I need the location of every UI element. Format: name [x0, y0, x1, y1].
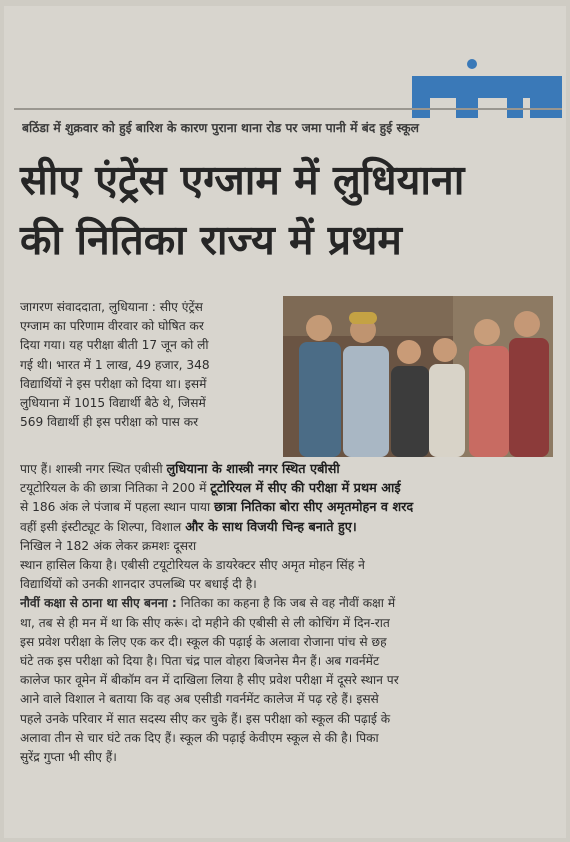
text-line: गई थी। भारत में 1 लाख, 49 हजार, 348: [20, 357, 210, 372]
article-left-column: [20, 298, 278, 432]
text-line: विद्यार्थियों ने इस परीक्षा को दिया था। इसमें: [20, 376, 207, 391]
text-line: जागरण संवाददाता, लुधियाना : सीए एंट्रेंस: [20, 300, 203, 314]
group-photo-students: [283, 296, 553, 457]
photo-caption-fragment: छात्रा नितिका बोरा सीए अमृतमोहन व शरद: [214, 500, 414, 516]
text-line: [20, 498, 556, 517]
text-line: [20, 594, 556, 613]
text-line: स्थान हासिल किया है। एबीसी टयूटोरियल के डायरेक्टर सीए अमृत मोहन सिंह ने: [20, 558, 365, 573]
text-line: एग्जाम का परिणाम वीरवार को घोषित कर: [20, 319, 204, 334]
strap-caption: बठिंडा में शुक्रवार को हुई बारिश के कारण पुराना थाना रोड पर जमा पानी में बंद हुई स्कूल: [22, 121, 420, 135]
subhead: नौवीं कक्षा से ठाना था सीए बनना :: [20, 596, 177, 611]
text-line: सुरेंद्र गुप्ता भी सीए हैं।: [20, 750, 117, 765]
headline: [20, 150, 560, 270]
headline-line-2: की नितिका राज्य में प्रथम: [20, 216, 402, 264]
text-line: 569 विद्यार्थी ही इस परीक्षा को पास कर: [20, 415, 199, 430]
text-line: पहले उनके परिवार में सात सदस्य सीए कर चुके हैं। इस परीक्षा को स्कूल की पढ़ाई के: [20, 711, 391, 726]
text-line: कालेज फार वूमेन में बीकॉम वन में दाखिला लिया है सीए प्रवेश परीक्षा में दूसरे स्थान पर: [20, 673, 399, 688]
header-rule: [14, 108, 562, 110]
photo-caption-fragment: टूटोरियल में सीए की परीक्षा में प्रथम आई: [210, 481, 401, 497]
text-line: [20, 460, 556, 479]
body-fragment: टयूटोरियल के की छात्रा नितिका ने 200 में: [20, 481, 211, 496]
text-line: आने वाले विशाल ने बताया कि वह अब एसीडी गवर्नमेंट कालेज में पढ़ रहे हैं। इससे: [20, 692, 379, 707]
body-fragment: पाए हैं। शास्त्री नगर स्थित एबीसी: [20, 462, 167, 476]
text-line: दिया गया। यह परीक्षा बीती 17 जून को ली: [20, 338, 209, 353]
text-line: [20, 537, 556, 556]
body-fragment: निखिल ने 182 अंक लेकर क्रमशः दूसरा: [20, 538, 197, 553]
headline-line-1: सीए एंट्रेंस एग्जाम में लुधियाना: [20, 156, 465, 204]
text-line: लुधियाना में 1015 विद्यार्थी बैठे थे, जिसमें: [20, 396, 206, 411]
body-fragment: नितिका का कहना है कि जब से वह नौवीं कक्षा में: [176, 596, 396, 611]
body-fragment: से 186 अंक ले पंजाब में पहला स्थान पाया: [20, 500, 214, 515]
text-line: विद्यार्थियों को उनकी शानदार उपलब्धि पर बधाई दी है।: [20, 577, 257, 592]
photo-caption-fragment: और के साथ विजयी चिन्ह बनाते हुए।: [185, 519, 357, 535]
text-line: [20, 479, 556, 498]
text-line: घंटे तक इस परीक्षा को दिया है। पिता चंद्र पाल वोहरा बिजनेस मैन हैं। अब गवर्नमेंट: [20, 654, 380, 669]
photo-caption-fragment: लुधियाना के शास्त्री नगर स्थित एबीसी: [166, 462, 340, 477]
body-fragment: वहीं इसी इंस्टीट्यूट के शिल्पा, विशाल: [20, 519, 186, 534]
text-line: इस प्रवेश परीक्षा के लिए एक कर दी। स्कूल की पढ़ाई के अलावा रोजाना पांच से छह: [20, 634, 387, 649]
text-line: अलावा तीन से चार घंटे तक दिए हैं। स्कूल की पढ़ाई केवीएम स्कूल से की है। पिका: [20, 730, 379, 745]
text-line: [20, 518, 556, 537]
article-body: [20, 460, 556, 767]
text-line: था, तब से ही मन में था कि सीए करूं। दो महीने की एबीसी से ली कोचिंग में दिन-रात: [20, 615, 390, 630]
